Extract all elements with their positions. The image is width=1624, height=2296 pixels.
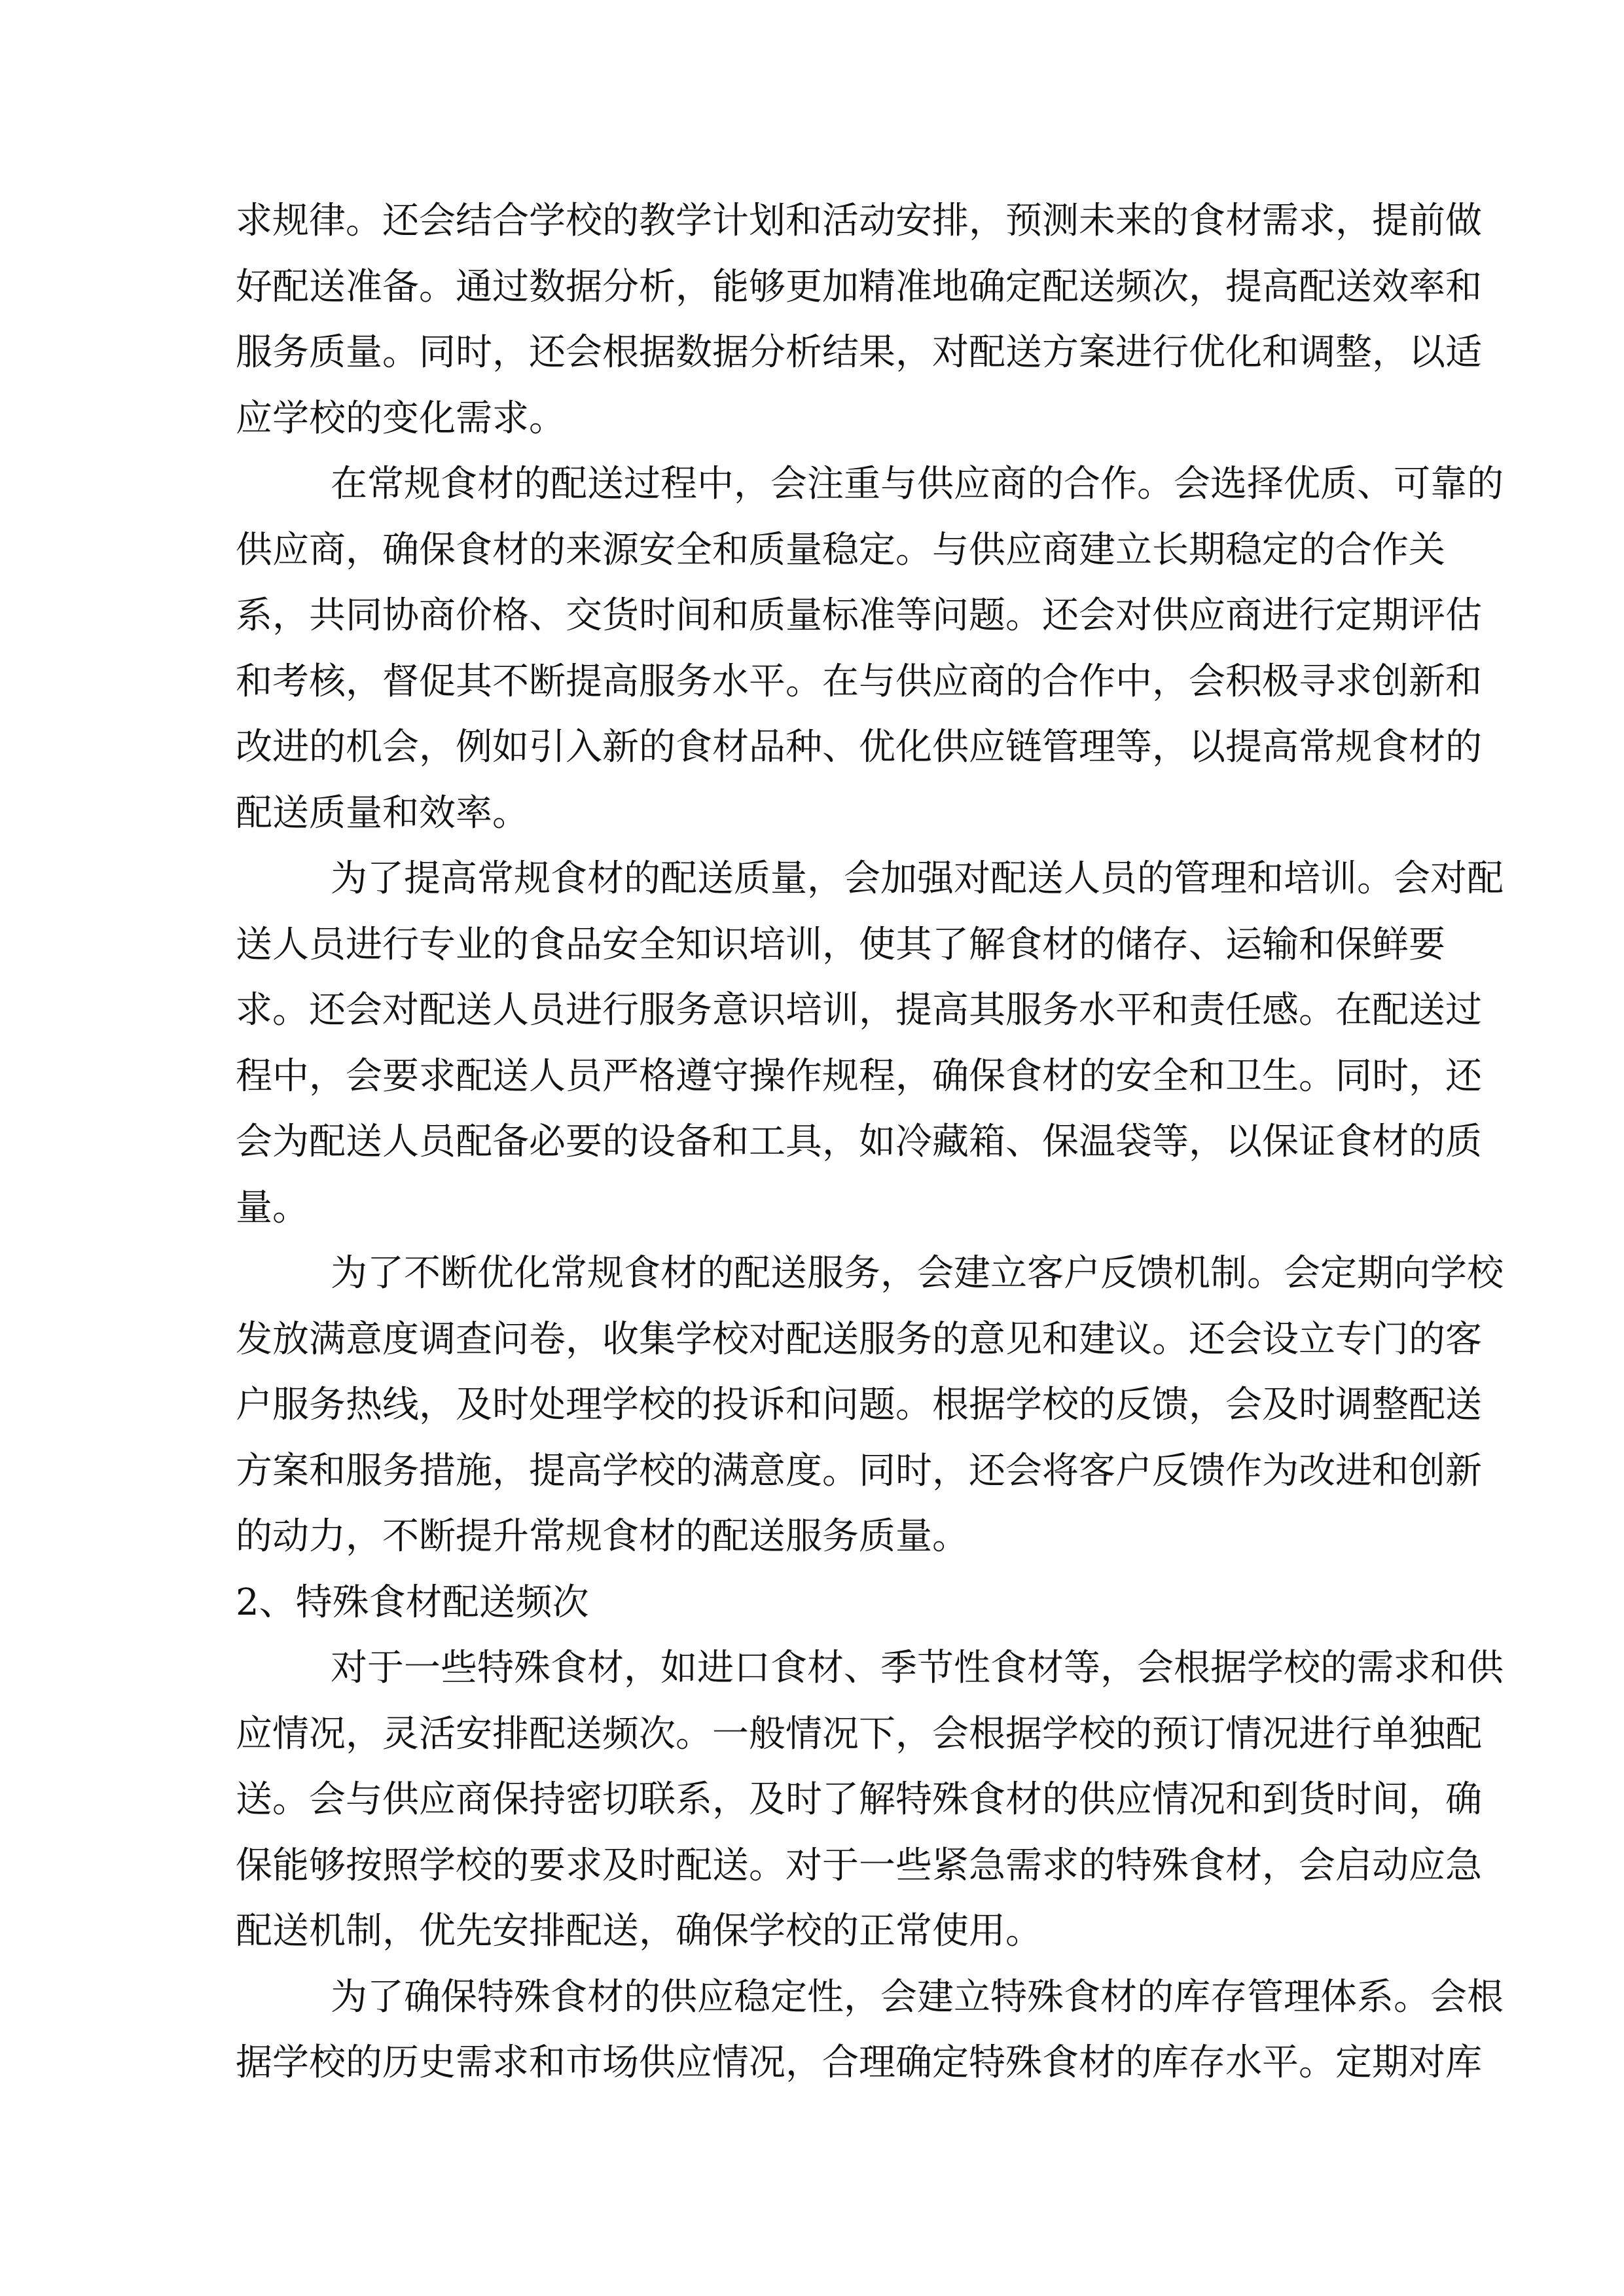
section-heading [236, 1570, 1379, 1636]
text-line: 对于一些特殊食材，如进口食材、季节性食材等，会根据学校的需求和供 [331, 1647, 1504, 1689]
paragraph [236, 1965, 1504, 2096]
text-line: 户服务热线，及时处理学校的投诉和问题。根据学校的反馈，会及时调整配送 [236, 1384, 1482, 1426]
text-line: 会为配送人员配备必要的设备和工具，如冷藏箱、保温袋等，以保证食材的质 [236, 1121, 1482, 1163]
text-line: 求。还会对配送人员进行服务意识培训，提高其服务水平和责任感。在配送过 [236, 989, 1482, 1031]
text-line: 据学校的历史需求和市场供应情况，合理确定特殊食材的库存水平。定期对库 [236, 2041, 1482, 2084]
text-line: 改进的机会，例如引入新的食材品种、优化供应链管理等，以提高常规食材的 [236, 726, 1482, 768]
heading-text: 2、特殊食材配送频次 [236, 1581, 589, 1624]
paragraph [236, 1241, 1504, 1570]
text-line: 配送机制，优先安排配送，确保学校的正常使用。 [236, 1910, 1042, 1952]
text-line: 的动力，不断提升常规食材的配送服务质量。 [236, 1515, 969, 1558]
text-line: 保能够按照学校的要求及时配送。对于一些紧急需求的特殊食材，会启动应急 [236, 1844, 1482, 1887]
text-line: 和考核，督促其不断提高服务水平。在与供应商的合作中，会积极寻求创新和 [236, 660, 1482, 703]
text-line: 应学校的变化需求。 [236, 397, 566, 440]
text-line: 好配送准备。通过数据分析，能够更加精准地确定配送频次，提高配送效率和 [236, 265, 1482, 308]
text-line: 配送质量和效率。 [236, 791, 529, 834]
text-line: 为了确保特殊食材的供应稳定性，会建立特殊食材的库存管理体系。会根 [331, 1975, 1504, 2018]
text-line: 方案和服务措施，提高学校的满意度。同时，还会将客户反馈作为改进和创新 [236, 1449, 1482, 1492]
text-line: 为了提高常规食材的配送质量，会加强对配送人员的管理和培训。会对配 [331, 857, 1504, 900]
document-page [236, 188, 1504, 2096]
paragraph [236, 452, 1504, 846]
paragraph [236, 846, 1504, 1241]
paragraph [236, 188, 1482, 452]
text-line: 应情况，灵活安排配送频次。一般情况下，会根据学校的预订情况进行单独配 [236, 1712, 1482, 1755]
paragraph [236, 1636, 1504, 1965]
text-line: 系，共同协商价格、交货时间和质量标准等问题。还会对供应商进行定期评估 [236, 594, 1482, 637]
text-line: 供应商，确保食材的来源安全和质量稳定。与供应商建立长期稳定的合作关 [236, 528, 1445, 571]
text-line: 发放满意度调查问卷，收集学校对配送服务的意见和建议。还会设立专门的客 [236, 1318, 1482, 1361]
text-line: 求规律。还会结合学校的教学计划和活动安排，预测未来的食材需求，提前做 [236, 200, 1482, 242]
text-line: 量。 [236, 1186, 309, 1229]
text-line: 送人员进行专业的食品安全知识培训，使其了解食材的储存、运输和保鲜要 [236, 923, 1445, 966]
text-line: 程中，会要求配送人员严格遵守操作规程，确保食材的安全和卫生。同时，还 [236, 1054, 1482, 1098]
text-line: 为了不断优化常规食材的配送服务，会建立客户反馈机制。会定期向学校 [331, 1252, 1504, 1295]
text-line: 送。会与供应商保持密切联系，及时了解特殊食材的供应情况和到货时间，确 [236, 1778, 1482, 1821]
text-line: 服务质量。同时，还会根据数据分析结果，对配送方案进行优化和调整，以适 [236, 331, 1482, 374]
text-line: 在常规食材的配送过程中，会注重与供应商的合作。会选择优质、可靠的 [331, 463, 1504, 505]
